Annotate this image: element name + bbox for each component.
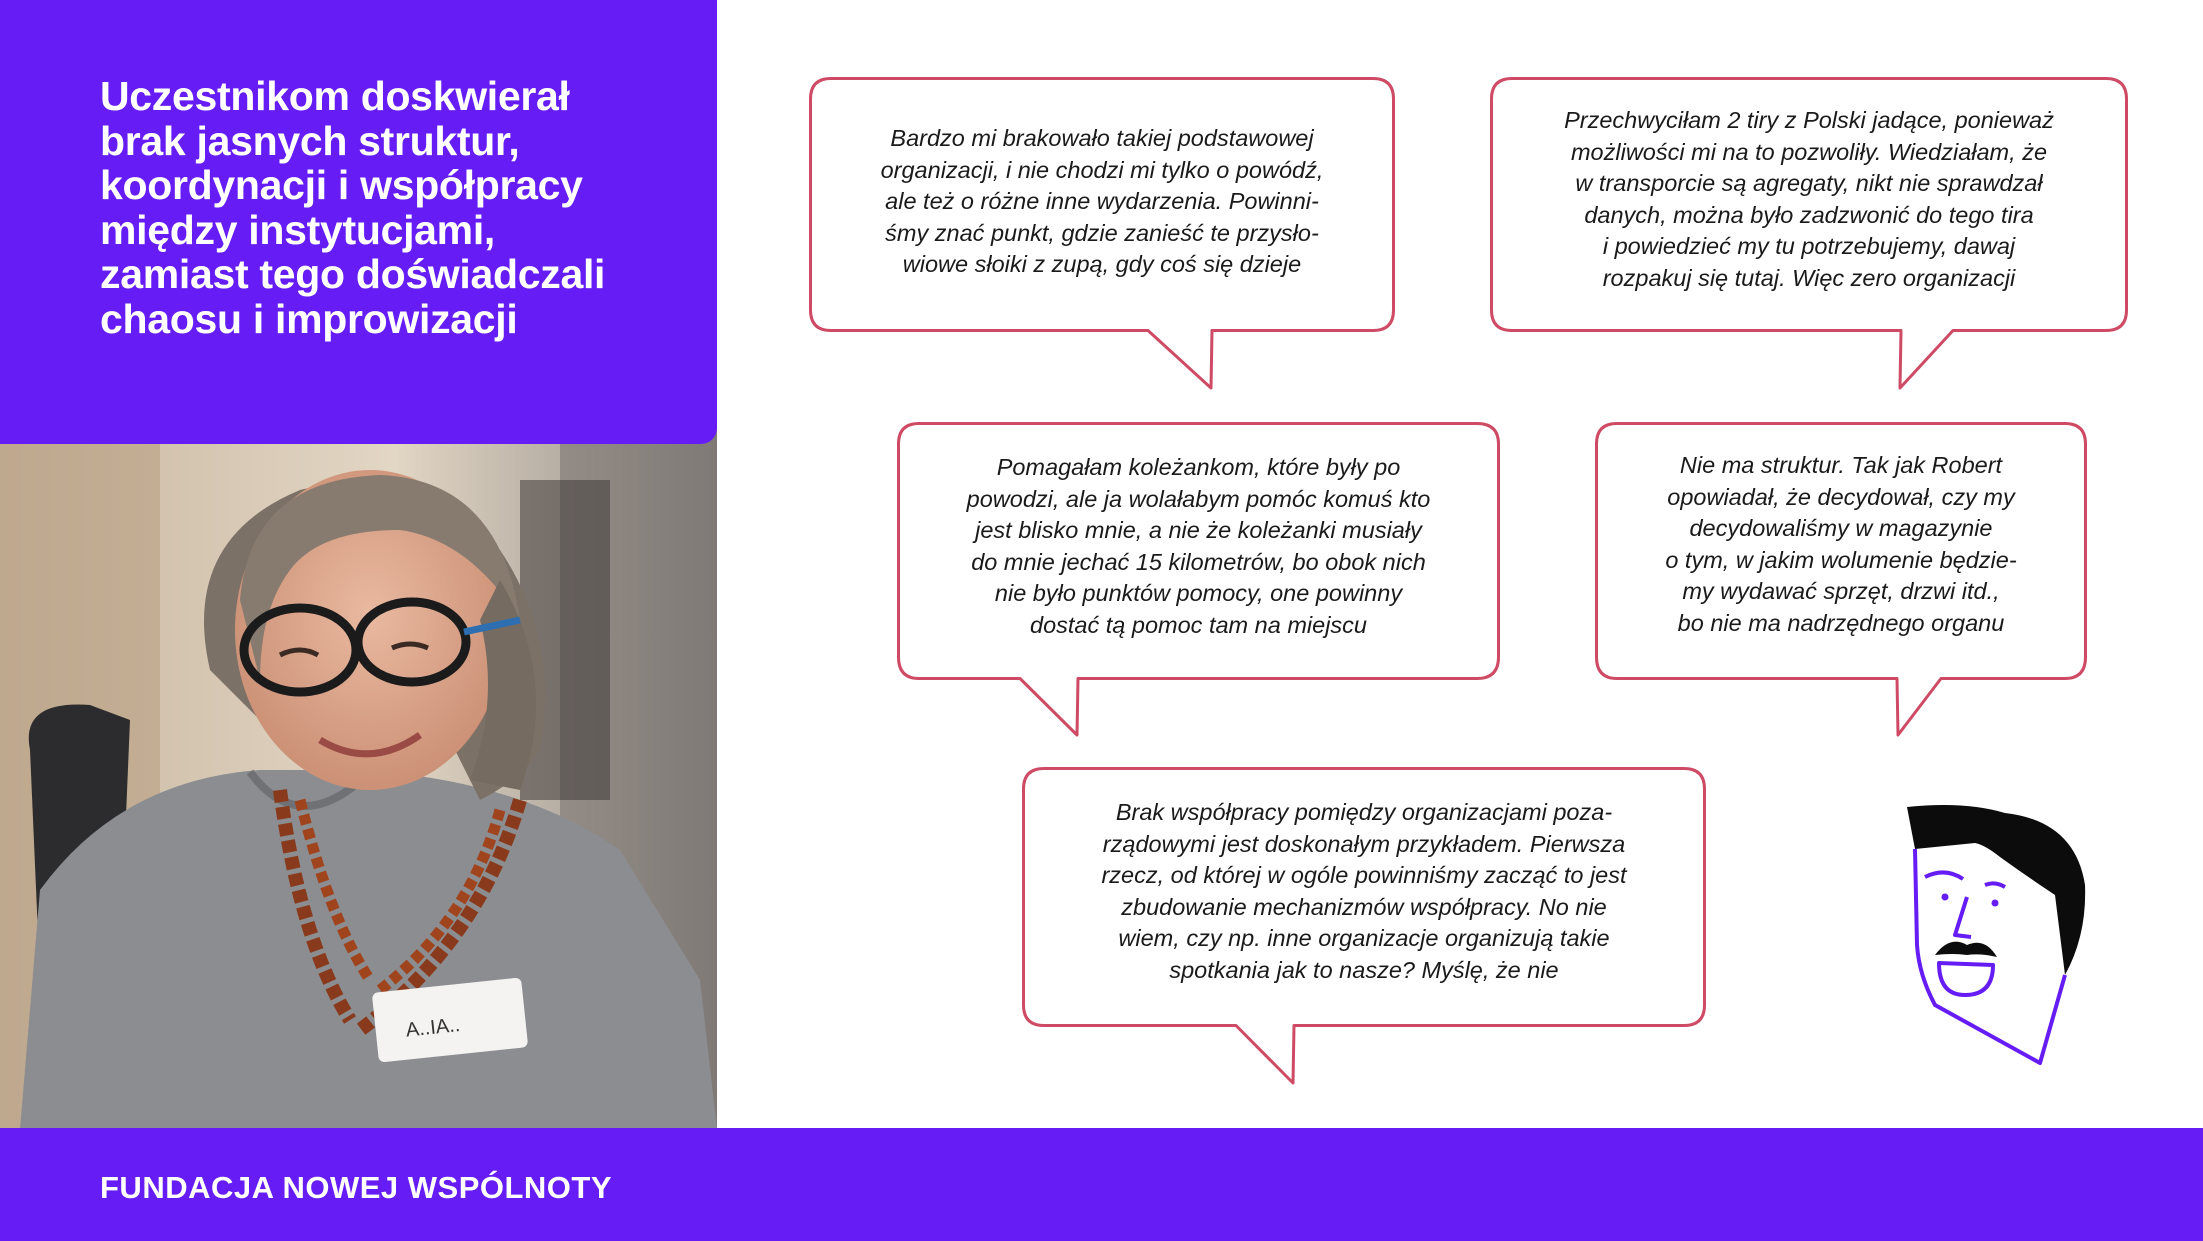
speech-bubble-2 [1490,77,2128,389]
name-tag-text: A..IA.. [404,1014,462,1042]
speech-bubble-1 [809,77,1395,389]
quote-text-4: Nie ma struktur. Tak jak Robert opowiadał, że decydował, czy my decydowaliśmy w magazynie o tym, w jakim wolumenie będzie- my wydawać sprzęt, drzwi itd., bo nie ma nadrzędnego organu [1665,452,2017,636]
quote-text-2: Przechwyciłam 2 tiry z Polski jadące, ponieważ możliwości mi na to pozwoliły. Wiedziałam, że w transporcie są agregaty, nikt nie sprawdzał danych, można było zadzwonić do tego tira i powiedzieć my tu potrzebujemy, dawaj rozpakuj się tutaj. Więc zero organizacji [1564,107,2054,291]
brand-logo: FUNDACJA NOWEJ WSPÓLNOTY [100,1170,613,1205]
headline: Uczestnikom doskwierał brak jasnych struktur, koordynacji i współpracy między instytucjami, zamiast tego doświadczali chaosu i improwizacji [100,73,606,342]
quote-text-1: Bardzo mi brakowało takiej podstawowej organizacji, i nie chodzi mi tylko o powódź, ale też o różne inne wydarzenia. Powinni- śmy znać punkt, gdzie zanieść te przysło- wiowe słoiki z zupą, gdy coś się dzieje [880,125,1324,277]
speech-bubble-3 [897,422,1500,737]
speech-bubble-4 [1595,422,2087,737]
quote-text-5: Brak współpracy pomiędzy organizacjami poza- rządowymi jest doskonałym przykładem. Pierwsza rzecz, od której w ogóle powinniśmy zacząć to jest zbudowanie mechanizmów współpracy. No nie wiem, czy np. inne organizacje organizują takie spotkania jak to nasze? Myślę, że nie [1101,799,1627,983]
title-panel [0,0,717,444]
quote-text-3: Pomagałam koleżankom, które były po powodzi, ale ja wolałabym pomóc komuś kto jest blisko mnie, a nie że koleżanki musiały do mnie jechać 15 kilometrów, bo obok nich nie było punktów pomocy, one powinny dostać tą pomoc tam na miejscu [966,454,1431,638]
speech-bubble-5 [1022,767,1706,1085]
participant-photo [0,420,717,1129]
footer-bar [0,1128,2203,1241]
face-illustration-icon [1905,805,2095,1070]
